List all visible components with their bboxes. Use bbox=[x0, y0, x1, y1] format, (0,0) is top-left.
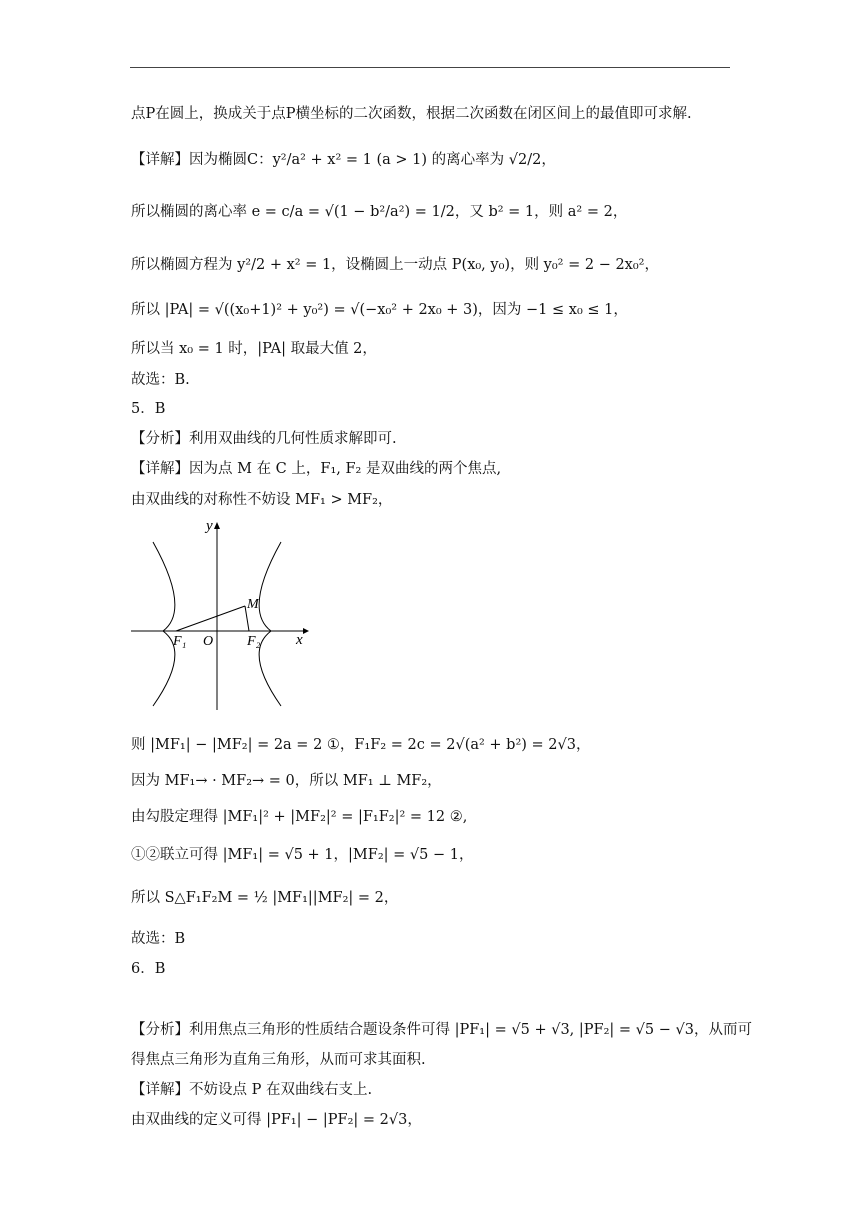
origin-label: O bbox=[203, 634, 214, 649]
f2-label: F₂ bbox=[247, 634, 261, 649]
text-line-8: 5．B bbox=[131, 401, 166, 417]
m-label: M bbox=[247, 597, 259, 612]
text-line-4: 所以椭圆方程为 y²/2 + x² = 1，设椭圆上一动点 P(x₀, y₀)，则 y₀² = 2 − 2x₀²， bbox=[131, 257, 659, 273]
text-line-5: 所以 |PA| = √((x₀+1)² + y₀²) = √(−x₀² + 2x₀ + 3)，因为 −1 ≤ x₀ ≤ 1， bbox=[131, 302, 628, 318]
text-line-6: 所以当 x₀ = 1 时，|PA| 取最大值 2， bbox=[131, 341, 377, 357]
text-line-2: 【详解】因为椭圆C：y²/a² + x² = 1 (a > 1) 的离心率为 √2/2， bbox=[131, 152, 556, 168]
text-line-19: 【分析】利用焦点三角形的性质结合题设条件可得 |PF₁| = √5 + √3, |PF₂| = √5 − √3，从而可 bbox=[131, 1022, 752, 1038]
text-line-16: 所以 S△F₁F₂M = ½ |MF₁||MF₂| = 2， bbox=[131, 890, 399, 906]
text-line-13: 因为 MF₁→ · MF₂→ = 0，所以 MF₁ ⊥ MF₂， bbox=[131, 773, 442, 789]
y-axis-label: y bbox=[206, 520, 213, 534]
text-line-21: 【详解】不妨设点 P 在双曲线右支上. bbox=[131, 1082, 373, 1098]
header-rule bbox=[130, 67, 730, 68]
text-line-1: 点P在圆上，换成关于点P横坐标的二次函数，根据二次函数在闭区间上的最值即可求解. bbox=[131, 106, 692, 122]
text-line-20: 得焦点三角形为直角三角形，从而可求其面积. bbox=[131, 1052, 426, 1068]
x-axis-label: x bbox=[296, 632, 303, 648]
text-line-11: 由双曲线的对称性不妨设 MF₁ > MF₂， bbox=[131, 492, 393, 508]
text-line-12: 则 |MF₁| − |MF₂| = 2a = 2 ①，F₁F₂ = 2c = 2√(a² + b²) = 2√3， bbox=[131, 737, 591, 753]
hyperbola-figure bbox=[131, 520, 311, 714]
text-line-15: ①②联立可得 |MF₁| = √5 + 1，|MF₂| = √5 − 1， bbox=[131, 847, 474, 863]
text-line-17: 故选：B bbox=[131, 931, 186, 947]
text-line-7: 故选：B. bbox=[131, 372, 190, 388]
text-line-22: 由双曲线的定义可得 |PF₁| − |PF₂| = 2√3， bbox=[131, 1112, 422, 1128]
f1-label: F₁ bbox=[173, 634, 187, 649]
text-line-14: 由勾股定理得 |MF₁|² + |MF₂|² = |F₁F₂|² = 12 ②, bbox=[131, 809, 468, 825]
text-line-9: 【分析】利用双曲线的几何性质求解即可. bbox=[131, 431, 397, 447]
text-line-18: 6．B bbox=[131, 961, 166, 977]
text-line-3: 所以椭圆的离心率 e = c/a = √(1 − b²/a²) = 1/2，又 b² = 1，则 a² = 2， bbox=[131, 204, 628, 220]
text-line-10: 【详解】因为点 M 在 C 上，F₁, F₂ 是双曲线的两个焦点, bbox=[131, 461, 502, 477]
